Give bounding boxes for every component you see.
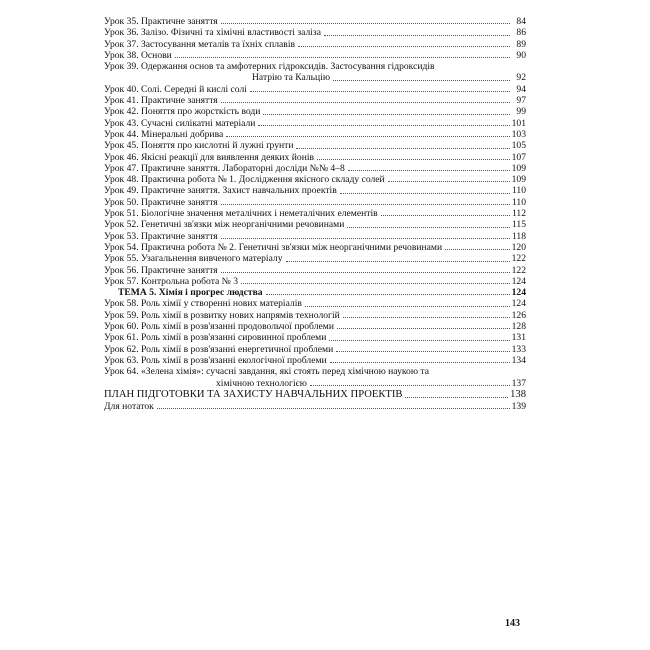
toc-entry-page: 92 [516, 72, 526, 84]
toc-entry [104, 174, 526, 185]
dot-leader [388, 181, 510, 182]
dot-leader [263, 114, 510, 115]
toc-entry-page: 109 [511, 174, 526, 186]
toc-entry [104, 310, 526, 321]
dot-leader [241, 283, 510, 284]
toc-entry-title: Урок 43. Сучасні силікатні матеріали [104, 117, 256, 129]
dot-leader [296, 148, 509, 149]
toc-entry-title: Урок 46. Якісні реакції для виявлення деяких йонів [104, 151, 315, 163]
toc-entry-page: 128 [511, 321, 526, 333]
toc-entry-title: Урок 45. Поняття про кислотні й лужні ґрунти [104, 140, 294, 152]
dot-leader [381, 215, 510, 216]
toc-entry [104, 16, 526, 27]
toc-entry-page: 101 [511, 117, 526, 129]
toc-entry-page: 103 [511, 128, 526, 140]
dot-leader [317, 159, 510, 160]
toc-entry-title: Урок 53. Практичне заняття [104, 230, 218, 242]
toc-entry-title: Для нотаток [104, 400, 154, 412]
dot-leader [333, 80, 510, 81]
toc-entry-page: 110 [511, 185, 526, 197]
table-of-contents [104, 16, 526, 412]
toc-entry-title: Урок 39. Одержання основ та амфотерних гідроксидів. Застосування гідроксидів [104, 61, 435, 73]
toc-entry-page: 84 [516, 16, 526, 27]
toc-entry [104, 231, 526, 242]
toc-entry-title-continued: Натрію та Кальцію [252, 72, 330, 84]
toc-entry [104, 276, 526, 287]
dot-leader [324, 35, 510, 36]
toc-entry [104, 197, 526, 208]
toc-entry-title: Урок 61. Роль хімії в розв'язанні сировинної проблеми [104, 332, 327, 344]
toc-entry-title: Урок 63. Роль хімії в розв'язанні екологічної проблеми [104, 354, 327, 366]
dot-leader [336, 351, 509, 352]
toc-entry-title: Урок 38. Основи [104, 49, 172, 61]
toc-entry-title-continued: хімічною технологією [216, 377, 307, 389]
dot-leader [266, 294, 510, 295]
toc-entry-page: 107 [511, 151, 526, 163]
toc-entry [104, 355, 526, 366]
toc-entry-title: Урок 60. Роль хімії в розв'язанні продовольчої проблеми [104, 321, 334, 333]
toc-entry-title: Урок 40. Солі. Середні й кислі солі [104, 83, 247, 95]
toc-entry-page: 131 [511, 332, 526, 344]
toc-entry-title: Урок 58. Роль хімії у створенні нових матеріалів [104, 298, 302, 310]
toc-entry-title: Урок 51. Біологічне значення металічних і неметалічних елементів [104, 208, 378, 220]
toc-entry-title: Урок 35. Практичне заняття [104, 16, 218, 27]
page-number: 143 [505, 618, 520, 629]
toc-entry [104, 106, 526, 117]
toc-entry [104, 129, 526, 140]
toc-entry [104, 163, 526, 174]
toc-entry [104, 332, 526, 343]
toc-entry-page: 138 [510, 388, 526, 400]
dot-leader [348, 170, 510, 171]
toc-entry [104, 152, 526, 163]
toc-entry-page: 97 [516, 95, 526, 107]
toc-entry-page: 139 [511, 400, 526, 412]
dot-leader [250, 91, 510, 92]
toc-entry [104, 321, 526, 332]
toc-entry-title: Урок 56. Практичне заняття [104, 264, 218, 276]
toc-entry-page: 124 [511, 298, 526, 310]
toc-entry [104, 61, 526, 84]
toc-entry-title: Урок 47. Практичне заняття. Лабораторні досліди №№ 4–8 [104, 162, 345, 174]
dot-leader [226, 136, 509, 137]
toc-entry-page: 99 [516, 106, 526, 118]
toc-entry [104, 242, 526, 253]
toc-entry-title: Урок 62. Роль хімії в розв'язанні енергетичної проблеми [104, 343, 334, 355]
toc-entry-page: 124 [511, 275, 526, 287]
toc-entry-page: 124 [511, 287, 526, 299]
toc-entry-page: 118 [511, 230, 526, 242]
dot-leader [221, 102, 510, 103]
dot-leader [221, 23, 510, 24]
toc-entry-page: 89 [516, 38, 526, 50]
dot-leader [347, 227, 510, 228]
toc-entry-page: 134 [511, 354, 526, 366]
dot-leader [329, 340, 509, 341]
toc-entry-page: 110 [511, 196, 526, 208]
toc-entry-page: 133 [511, 343, 526, 355]
toc-entry [104, 401, 526, 412]
dot-leader [286, 261, 510, 262]
dot-leader [330, 362, 510, 363]
toc-entry-page: 90 [516, 49, 526, 61]
toc-entry [104, 287, 526, 298]
dot-leader [445, 249, 510, 250]
toc-entry-page: 86 [516, 27, 526, 39]
dot-leader [305, 306, 510, 307]
dot-leader [221, 272, 510, 273]
toc-entry-title: Урок 36. Залізо. Фізичні та хімічні властивості заліза [104, 27, 321, 39]
toc-entry-title: Урок 55. Узагальнення вивченого матеріалу [104, 253, 283, 265]
toc-entry [104, 366, 526, 389]
toc-entry [104, 27, 526, 38]
dot-leader [310, 385, 510, 386]
toc-entry-page: 112 [511, 208, 526, 220]
toc-entry [104, 389, 526, 401]
toc-entry-page: 122 [511, 264, 526, 276]
toc-entry [104, 185, 526, 196]
toc-entry-title: Урок 49. Практичне заняття. Захист навчальних проектів [104, 185, 337, 197]
toc-entry [104, 95, 526, 106]
toc-entry-page: 115 [511, 219, 526, 231]
toc-entry-page: 122 [511, 253, 526, 265]
dot-leader [337, 328, 510, 329]
toc-entry-title: Урок 48. Практична робота № 1. Дослідження якісного складу солей [104, 174, 385, 186]
toc-entry-title: Урок 64. «Зелена хімія»: сучасні завдання, які стоять перед хімічною наукою та [104, 366, 429, 378]
toc-entry [104, 344, 526, 355]
toc-entry-title: ПЛАН ПІДГОТОВКИ ТА ЗАХИСТУ НАВЧАЛЬНИХ ПРОЕКТІВ [104, 388, 403, 400]
dot-leader [298, 46, 510, 47]
dot-leader [343, 317, 510, 318]
toc-entry [104, 50, 526, 61]
toc-entry-page: 126 [511, 309, 526, 321]
dot-leader [221, 238, 510, 239]
toc-entry-page: 120 [511, 241, 526, 253]
toc-entry-page: 105 [511, 140, 526, 152]
toc-entry [104, 208, 526, 219]
toc-entry-page: 109 [511, 162, 526, 174]
toc-entry-title: Урок 59. Роль хімії в розвитку нових напрямів технологій [104, 309, 340, 321]
toc-entry [104, 219, 526, 230]
toc-entry [104, 140, 526, 151]
toc-entry [104, 39, 526, 50]
toc-entry [104, 265, 526, 276]
dot-leader [221, 204, 510, 205]
toc-entry [104, 118, 526, 129]
toc-entry-title: Урок 37. Застосування металів та їхніх сплавів [104, 38, 296, 50]
toc-entry [104, 253, 526, 264]
toc-entry [104, 84, 526, 95]
toc-entry-page: 137 [511, 377, 526, 389]
dot-leader [157, 408, 510, 409]
toc-entry-title: Урок 50. Практичне заняття [104, 196, 218, 208]
toc-entry-title: Урок 41. Практичне заняття [104, 95, 218, 107]
dot-leader [175, 57, 510, 58]
toc-entry-title: Урок 54. Практична робота № 2. Генетичні зв'язки між неорганічними речовинами [104, 241, 443, 253]
dot-leader [405, 397, 508, 398]
toc-entry-page: 94 [516, 83, 526, 95]
toc-entry-title: ТЕМА 5. Хімія і прогрес людства [118, 287, 263, 299]
dot-leader [258, 125, 509, 126]
dot-leader [340, 193, 510, 194]
toc-entry-title: Урок 57. Контрольна робота № 3 [104, 275, 239, 287]
toc-entry-title: Урок 42. Поняття про жорсткість води [104, 106, 261, 118]
toc-entry-title: Урок 44. Мінеральні добрива [104, 128, 224, 140]
toc-entry [104, 298, 526, 309]
toc-entry-title: Урок 52. Генетичні зв'язки між неорганічними речовинами [104, 219, 345, 231]
